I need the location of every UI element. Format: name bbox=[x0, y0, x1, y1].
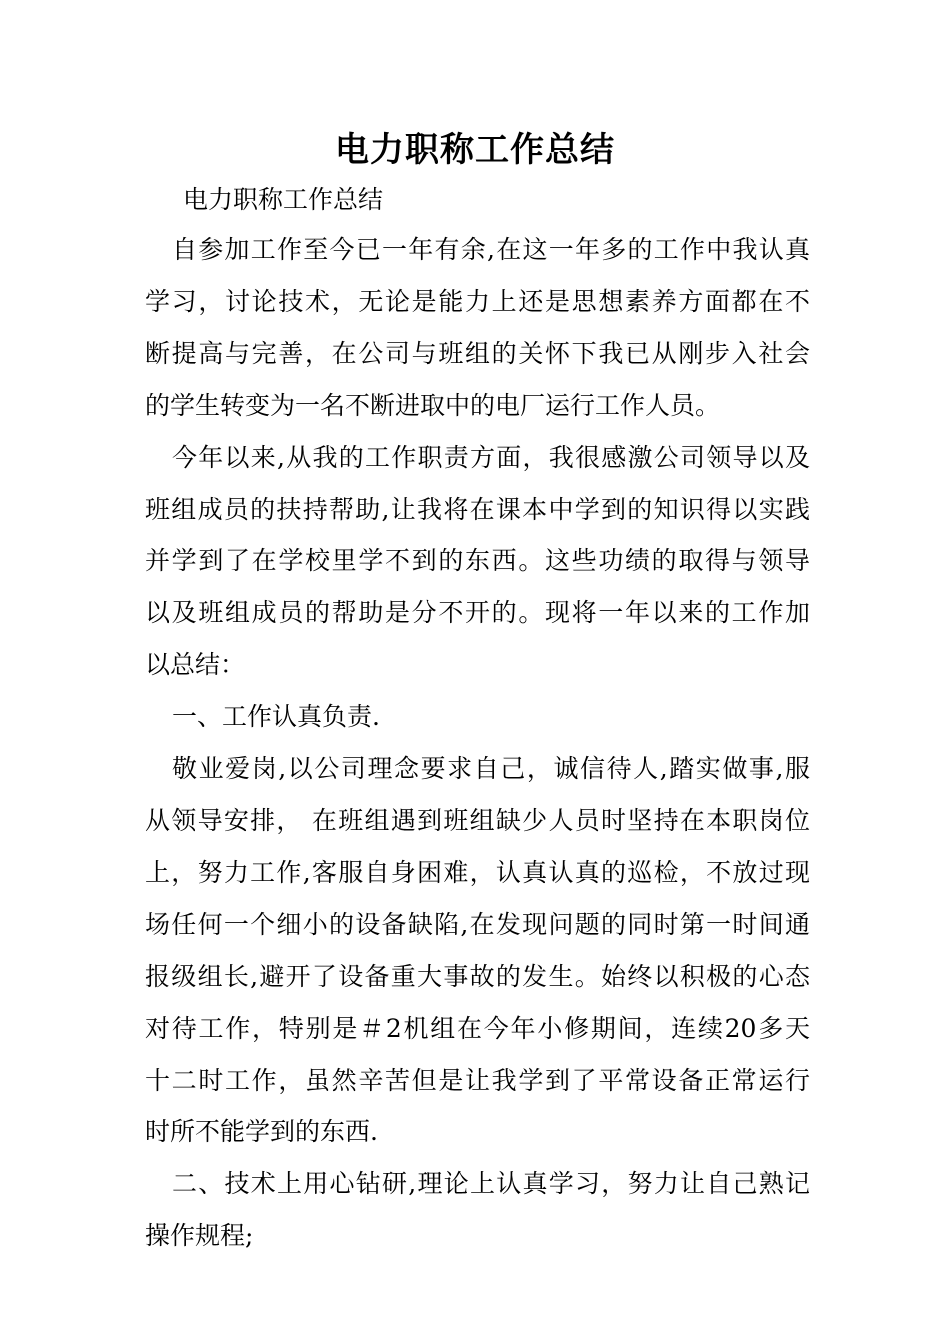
paragraph-line: 上，努力工作,客服自身困难，认真认真的巡检，不放过现 bbox=[145, 857, 810, 887]
paragraph-line: 场任何一个细小的设备缺陷,在发现问题的同时第一时间通 bbox=[145, 909, 810, 939]
paragraph-line: 断提高与完善，在公司与班组的关怀下我已从刚步入社会 bbox=[145, 338, 810, 368]
paragraph-line: 对待工作，特别是＃2机组在今年小修期间，连续20多天 bbox=[145, 1013, 810, 1043]
paragraph-line: 班组成员的扶持帮助,让我将在课本中学到的知识得以实践 bbox=[145, 494, 810, 524]
paragraph-line: 敬业爱岗,以公司理念要求自己，诚信待人,踏实做事,服 bbox=[172, 754, 810, 784]
paragraph-thanks bbox=[145, 432, 810, 692]
paragraph-intro bbox=[145, 224, 810, 432]
paragraph-line: 十二时工作，虽然辛苦但是让我学到了平常设备正常运行 bbox=[145, 1065, 810, 1095]
paragraph-line: 操作规程; bbox=[145, 1221, 254, 1251]
paragraph-line: 今年以来,从我的工作职责方面，我很感激公司领导以及 bbox=[172, 442, 810, 472]
section-heading-1 bbox=[145, 691, 810, 743]
document-subtitle: 电力职称工作总结 bbox=[183, 185, 384, 214]
paragraph-line: 自参加工作至今已一年有余,在这一年多的工作中我认真 bbox=[172, 235, 810, 264]
paragraph-line: 时所不能学到的东西. bbox=[145, 1117, 378, 1147]
document-title: 电力职称工作总结 bbox=[335, 130, 615, 170]
paragraph-work-attitude bbox=[145, 743, 810, 1158]
paragraph-line: 以及班组成员的帮助是分不开的。现将一年以来的工作加 bbox=[145, 598, 810, 628]
paragraph-line: 以总结： bbox=[145, 650, 246, 680]
document-body bbox=[145, 224, 810, 1262]
paragraph-line: 一、工作认真负责. bbox=[172, 702, 380, 732]
paragraph-line: 并学到了在学校里学不到的东西。这些功绩的取得与领导 bbox=[145, 546, 810, 576]
section-heading-2 bbox=[145, 1158, 810, 1262]
paragraph-line: 从领导安排， 在班组遇到班组缺少人员时坚持在本职岗位 bbox=[145, 805, 810, 835]
paragraph-line: 的学生转变为一名不断进取中的电厂运行工作人员。 bbox=[145, 390, 721, 420]
paragraph-line: 二、技术上用心钻研,理论上认真学习，努力让自己熟记 bbox=[172, 1169, 810, 1199]
paragraph-line: 学习，讨论技术，无论是能力上还是思想素养方面都在不 bbox=[145, 286, 810, 316]
paragraph-line: 报级组长,避开了设备重大事故的发生。始终以积极的心态 bbox=[145, 961, 810, 991]
